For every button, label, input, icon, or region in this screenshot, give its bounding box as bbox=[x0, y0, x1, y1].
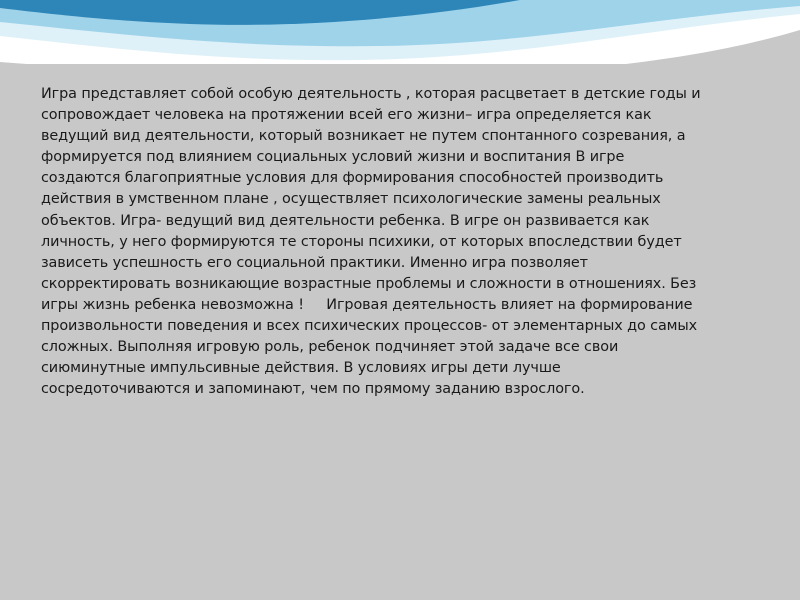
body-paragraph: Игра представляет собой особую деятельность , которая расцветает в детские годы и сопровождает человека на протяжении всей его жизни– игра определяется как ведущий вид деятельности, который возникает не путем спонтанного созревания, а формируется под влиянием социальных условий жизни и воспитания В игре создаются благоприятные условия для формирования способностей производить действия в умственном плане , осуществляет психологические замены реальных объектов. Игра- ведущий вид деятельности ребенка. В игре он развивается как личность, у него формируются те стороны психики, от которых впоследствии будет зависеть успешность его социальной практики. Именно игра позволяет скорректировать возникающие возрастные проблемы и сложности в отношениях. Без игры жизнь ребенка невозможна ! Игровая деятельность влияет на формирование произвольности поведения и всех психических процессов- от элементарных до самых сложных. Выполняя игровую роль, ребенок подчиняет этой задаче все свои сиюминутные импульсивные действия. В условиях игры дети лучше сосредоточиваются и запоминают, чем по прямому заданию взрослого. bbox=[41, 86, 701, 398]
